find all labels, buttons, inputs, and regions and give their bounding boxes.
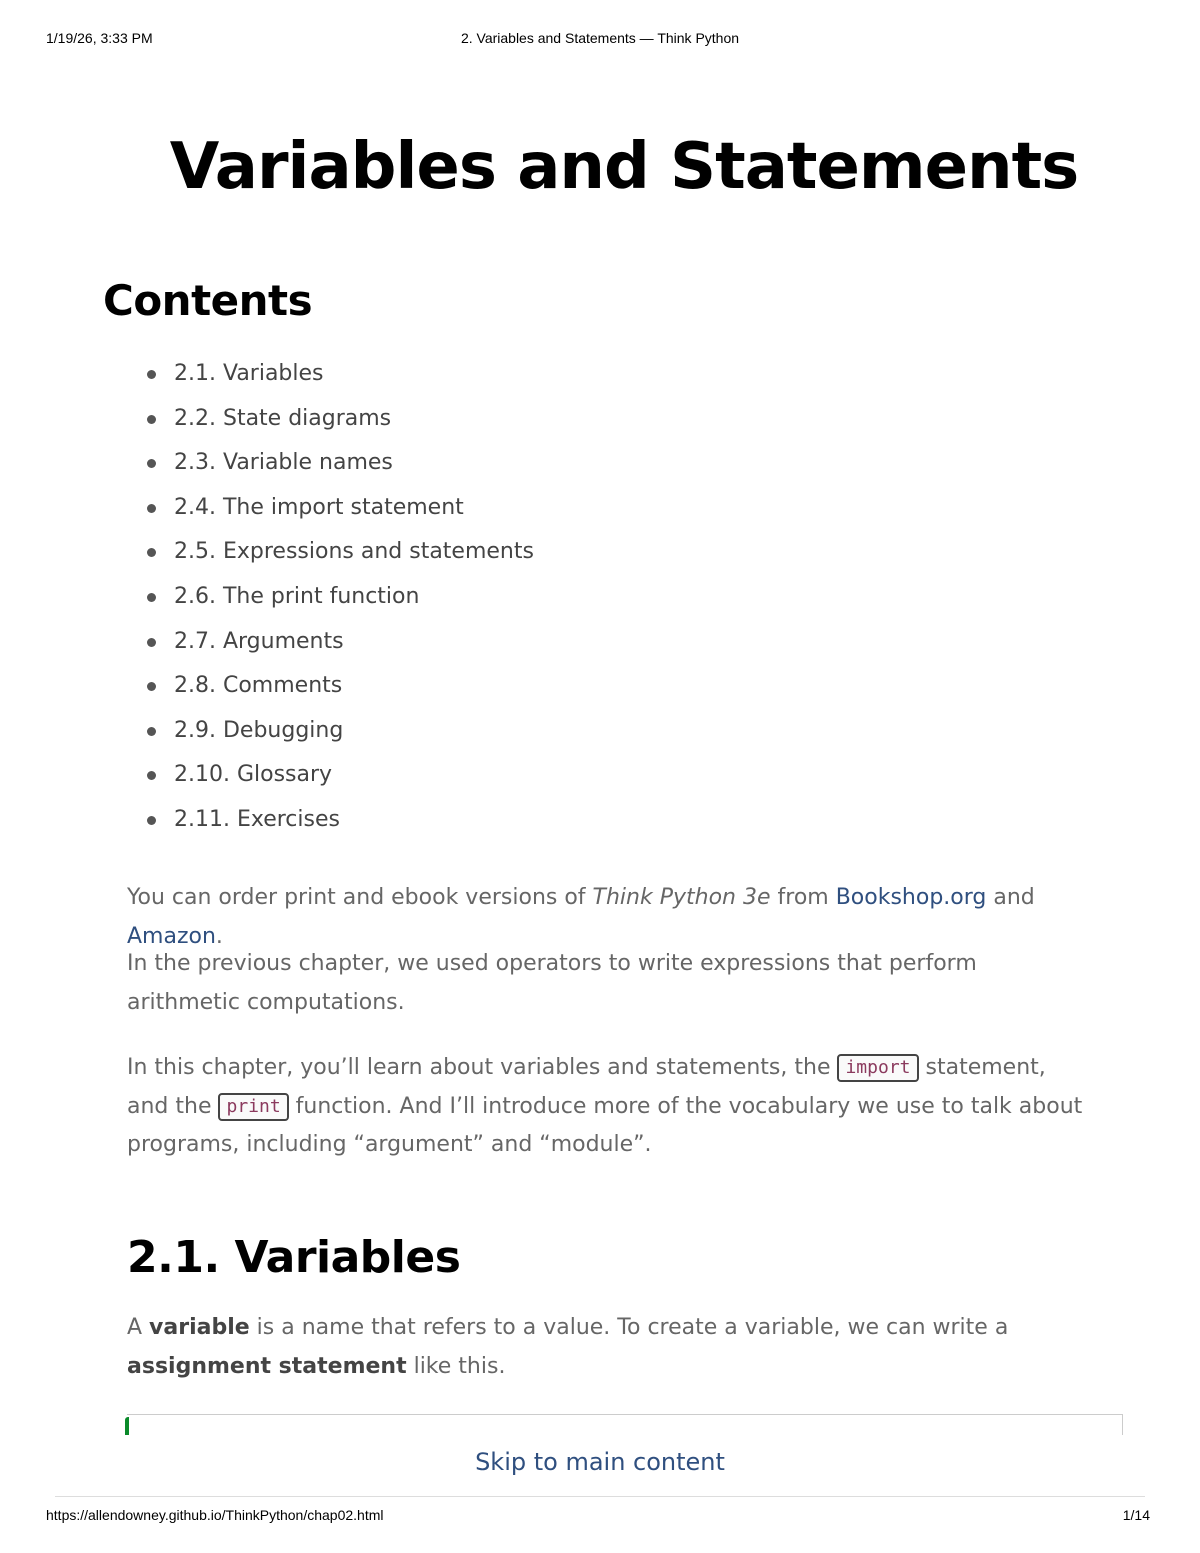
code-cell bbox=[127, 1414, 1123, 1435]
order-text-suffix: . bbox=[215, 923, 223, 949]
toc-item-arguments[interactable]: 2.7. Arguments bbox=[146, 626, 534, 671]
term-variable: variable bbox=[149, 1315, 250, 1340]
intro-text-3: function. And I’ll introduce more of the vocabulary we use to talk about programs, including “argument” and “module”. bbox=[127, 1093, 1083, 1157]
print-code: print bbox=[218, 1093, 288, 1121]
print-page-title: 2. Variables and Statements — Think Python bbox=[460, 30, 740, 46]
toc-item-variables[interactable]: 2.1. Variables bbox=[146, 358, 534, 403]
chapter-intro-paragraph bbox=[127, 1049, 1087, 1165]
variable-definition-paragraph bbox=[127, 1309, 1087, 1386]
print-page-number: 1/14 bbox=[1122, 1507, 1150, 1523]
definition-text-3: like this. bbox=[406, 1353, 506, 1379]
toc-item-variable-names[interactable]: 2.3. Variable names bbox=[146, 447, 534, 492]
book-title: Think Python 3e bbox=[592, 885, 771, 910]
amazon-link[interactable]: Amazon bbox=[127, 923, 216, 949]
print-date: 1/19/26, 3:33 PM bbox=[46, 30, 153, 46]
toc-item-debugging[interactable]: 2.9. Debugging bbox=[146, 715, 534, 760]
bookshop-link[interactable]: Bookshop.org bbox=[835, 885, 987, 910]
intro-text-2: statement, and the bbox=[127, 1055, 1046, 1119]
toc-item-state-diagrams[interactable]: 2.2. State diagrams bbox=[146, 403, 534, 448]
toc-item-expressions-statements[interactable]: 2.5. Expressions and statements bbox=[146, 536, 534, 581]
order-text-prefix: You can order print and ebook versions of bbox=[127, 885, 593, 910]
print-url: https://allendowney.github.io/ThinkPython/chap02.html bbox=[46, 1507, 384, 1523]
import-code: import bbox=[837, 1054, 918, 1082]
order-text-middle: from bbox=[770, 885, 836, 910]
toc-item-glossary[interactable]: 2.10. Glossary bbox=[146, 759, 534, 804]
table-of-contents bbox=[146, 358, 534, 849]
toc-heading: Contents bbox=[103, 276, 313, 325]
print-footer bbox=[46, 1507, 1150, 1525]
section-heading-variables: 2.1. Variables bbox=[127, 1232, 461, 1283]
definition-text-1: A bbox=[127, 1315, 150, 1340]
toc-item-exercises[interactable]: 2.11. Exercises bbox=[146, 804, 534, 849]
code-cell-marker bbox=[125, 1417, 129, 1435]
toc-item-print-function[interactable]: 2.6. The print function bbox=[146, 581, 534, 626]
footer-divider bbox=[55, 1496, 1145, 1497]
term-assignment-statement: assignment statement bbox=[127, 1353, 407, 1379]
intro-text-1: In this chapter, you’ll learn about variables and statements, the bbox=[127, 1055, 838, 1080]
print-header bbox=[46, 30, 1154, 48]
definition-text-2: is a name that refers to a value. To create a variable, we can write a bbox=[249, 1315, 1009, 1340]
toc-item-comments[interactable]: 2.8. Comments bbox=[146, 670, 534, 715]
order-text-and: and bbox=[986, 885, 1035, 910]
toc-item-import-statement[interactable]: 2.4. The import statement bbox=[146, 492, 534, 537]
previous-chapter-paragraph: In the previous chapter, we used operators to write expressions that perform arithmetic computations. bbox=[127, 951, 977, 1015]
skip-to-main-content-link[interactable]: Skip to main content bbox=[475, 1448, 725, 1476]
page-title: Variables and Statements bbox=[169, 130, 1079, 204]
